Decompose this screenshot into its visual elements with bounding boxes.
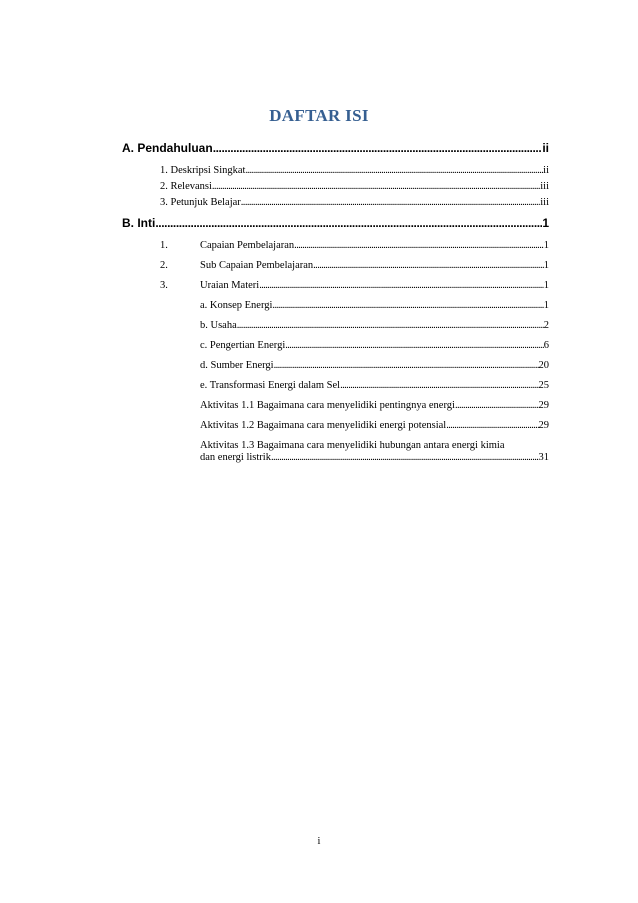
toc-page-number: ii — [542, 141, 549, 155]
toc-page-number: 6 — [543, 340, 549, 351]
toc-label: 1. Deskripsi Singkat — [160, 165, 246, 176]
leader-dots — [340, 380, 538, 391]
toc-entry[interactable] — [200, 360, 549, 371]
leader-dots — [212, 181, 540, 192]
toc-label: e. Transformasi Energi dalam Sel — [200, 380, 341, 391]
toc-label: Sub Capaian Pembelajaran — [200, 260, 314, 271]
toc-label: Capaian Pembelajaran — [200, 240, 295, 251]
toc-page-number: 20 — [538, 360, 549, 371]
toc-page-number: 1 — [543, 300, 549, 311]
toc-label: B. Inti — [122, 216, 156, 230]
toc-entry[interactable] — [160, 165, 549, 176]
toc-page-number: 1 — [543, 280, 549, 291]
toc-page-number: 1 — [542, 216, 549, 230]
toc-number: 2. — [160, 260, 168, 271]
toc-section-inti[interactable] — [122, 216, 549, 230]
toc-entry[interactable] — [160, 260, 549, 271]
toc-page-number: ii — [543, 165, 549, 176]
toc-entry-line2 — [200, 452, 549, 464]
leader-dots — [213, 141, 543, 155]
toc-label: Uraian Materi — [200, 280, 260, 291]
toc-label: 3. Petunjuk Belajar — [160, 197, 241, 208]
toc-entry[interactable] — [200, 420, 549, 431]
toc-label: a. Konsep Energi — [200, 300, 273, 311]
toc-entry[interactable] — [200, 320, 549, 331]
leader-dots — [455, 400, 539, 411]
leader-dots — [313, 260, 544, 271]
toc-entry[interactable] — [200, 400, 549, 411]
toc-number: 3. — [160, 280, 168, 291]
toc-label: A. Pendahuluan — [122, 141, 213, 155]
toc-entry[interactable] — [200, 380, 549, 391]
leader-dots — [272, 300, 543, 311]
toc-label: Aktivitas 1.1 Bagaimana cara menyelidiki pentingnya energi — [200, 400, 455, 411]
toc-entry[interactable] — [160, 181, 549, 192]
toc-page-number: 29 — [538, 400, 549, 411]
leader-dots — [294, 240, 544, 251]
toc-entry[interactable] — [160, 280, 549, 291]
toc-section-pendahuluan[interactable] — [122, 141, 549, 155]
toc-entry[interactable] — [200, 340, 549, 351]
toc-label: b. Usaha — [200, 320, 237, 331]
leader-dots — [285, 340, 544, 351]
toc-page-number: 29 — [538, 420, 549, 431]
leader-dots — [237, 320, 544, 331]
toc-label-line2: dan energi listrik — [200, 452, 271, 463]
leader-dots — [271, 452, 539, 464]
toc-page-number: 31 — [538, 452, 549, 463]
toc-entry-aktivitas-1-3[interactable] — [200, 440, 549, 464]
leader-dots — [274, 360, 539, 371]
leader-dots — [259, 280, 544, 291]
toc-page-number: 1 — [543, 240, 549, 251]
toc-label: 2. Relevansi — [160, 181, 212, 192]
toc-label: c. Pengertian Energi — [200, 340, 286, 351]
toc-page-number: 2 — [543, 320, 549, 331]
toc-label: Aktivitas 1.2 Bagaimana cara menyelidiki energi potensial — [200, 420, 447, 431]
toc-page-number: 1 — [543, 260, 549, 271]
leader-dots — [446, 420, 538, 431]
toc-label-line1: Aktivitas 1.3 Bagaimana cara menyelidiki hubungan antara energi kimia — [200, 440, 505, 451]
toc-entry[interactable] — [200, 300, 549, 311]
page-title: DAFTAR ISI — [269, 106, 369, 125]
leader-dots — [155, 216, 542, 230]
leader-dots — [245, 165, 543, 176]
toc-page-number: iii — [540, 197, 549, 208]
toc-page-number: 25 — [538, 380, 549, 391]
toc-entry[interactable] — [160, 240, 549, 251]
toc-page-number: iii — [540, 181, 549, 192]
toc-label: d. Sumber Energi — [200, 360, 274, 371]
toc-entry[interactable] — [160, 197, 549, 208]
toc-number: 1. — [160, 240, 168, 251]
page-footer-number: i — [317, 836, 321, 847]
leader-dots — [241, 197, 540, 208]
